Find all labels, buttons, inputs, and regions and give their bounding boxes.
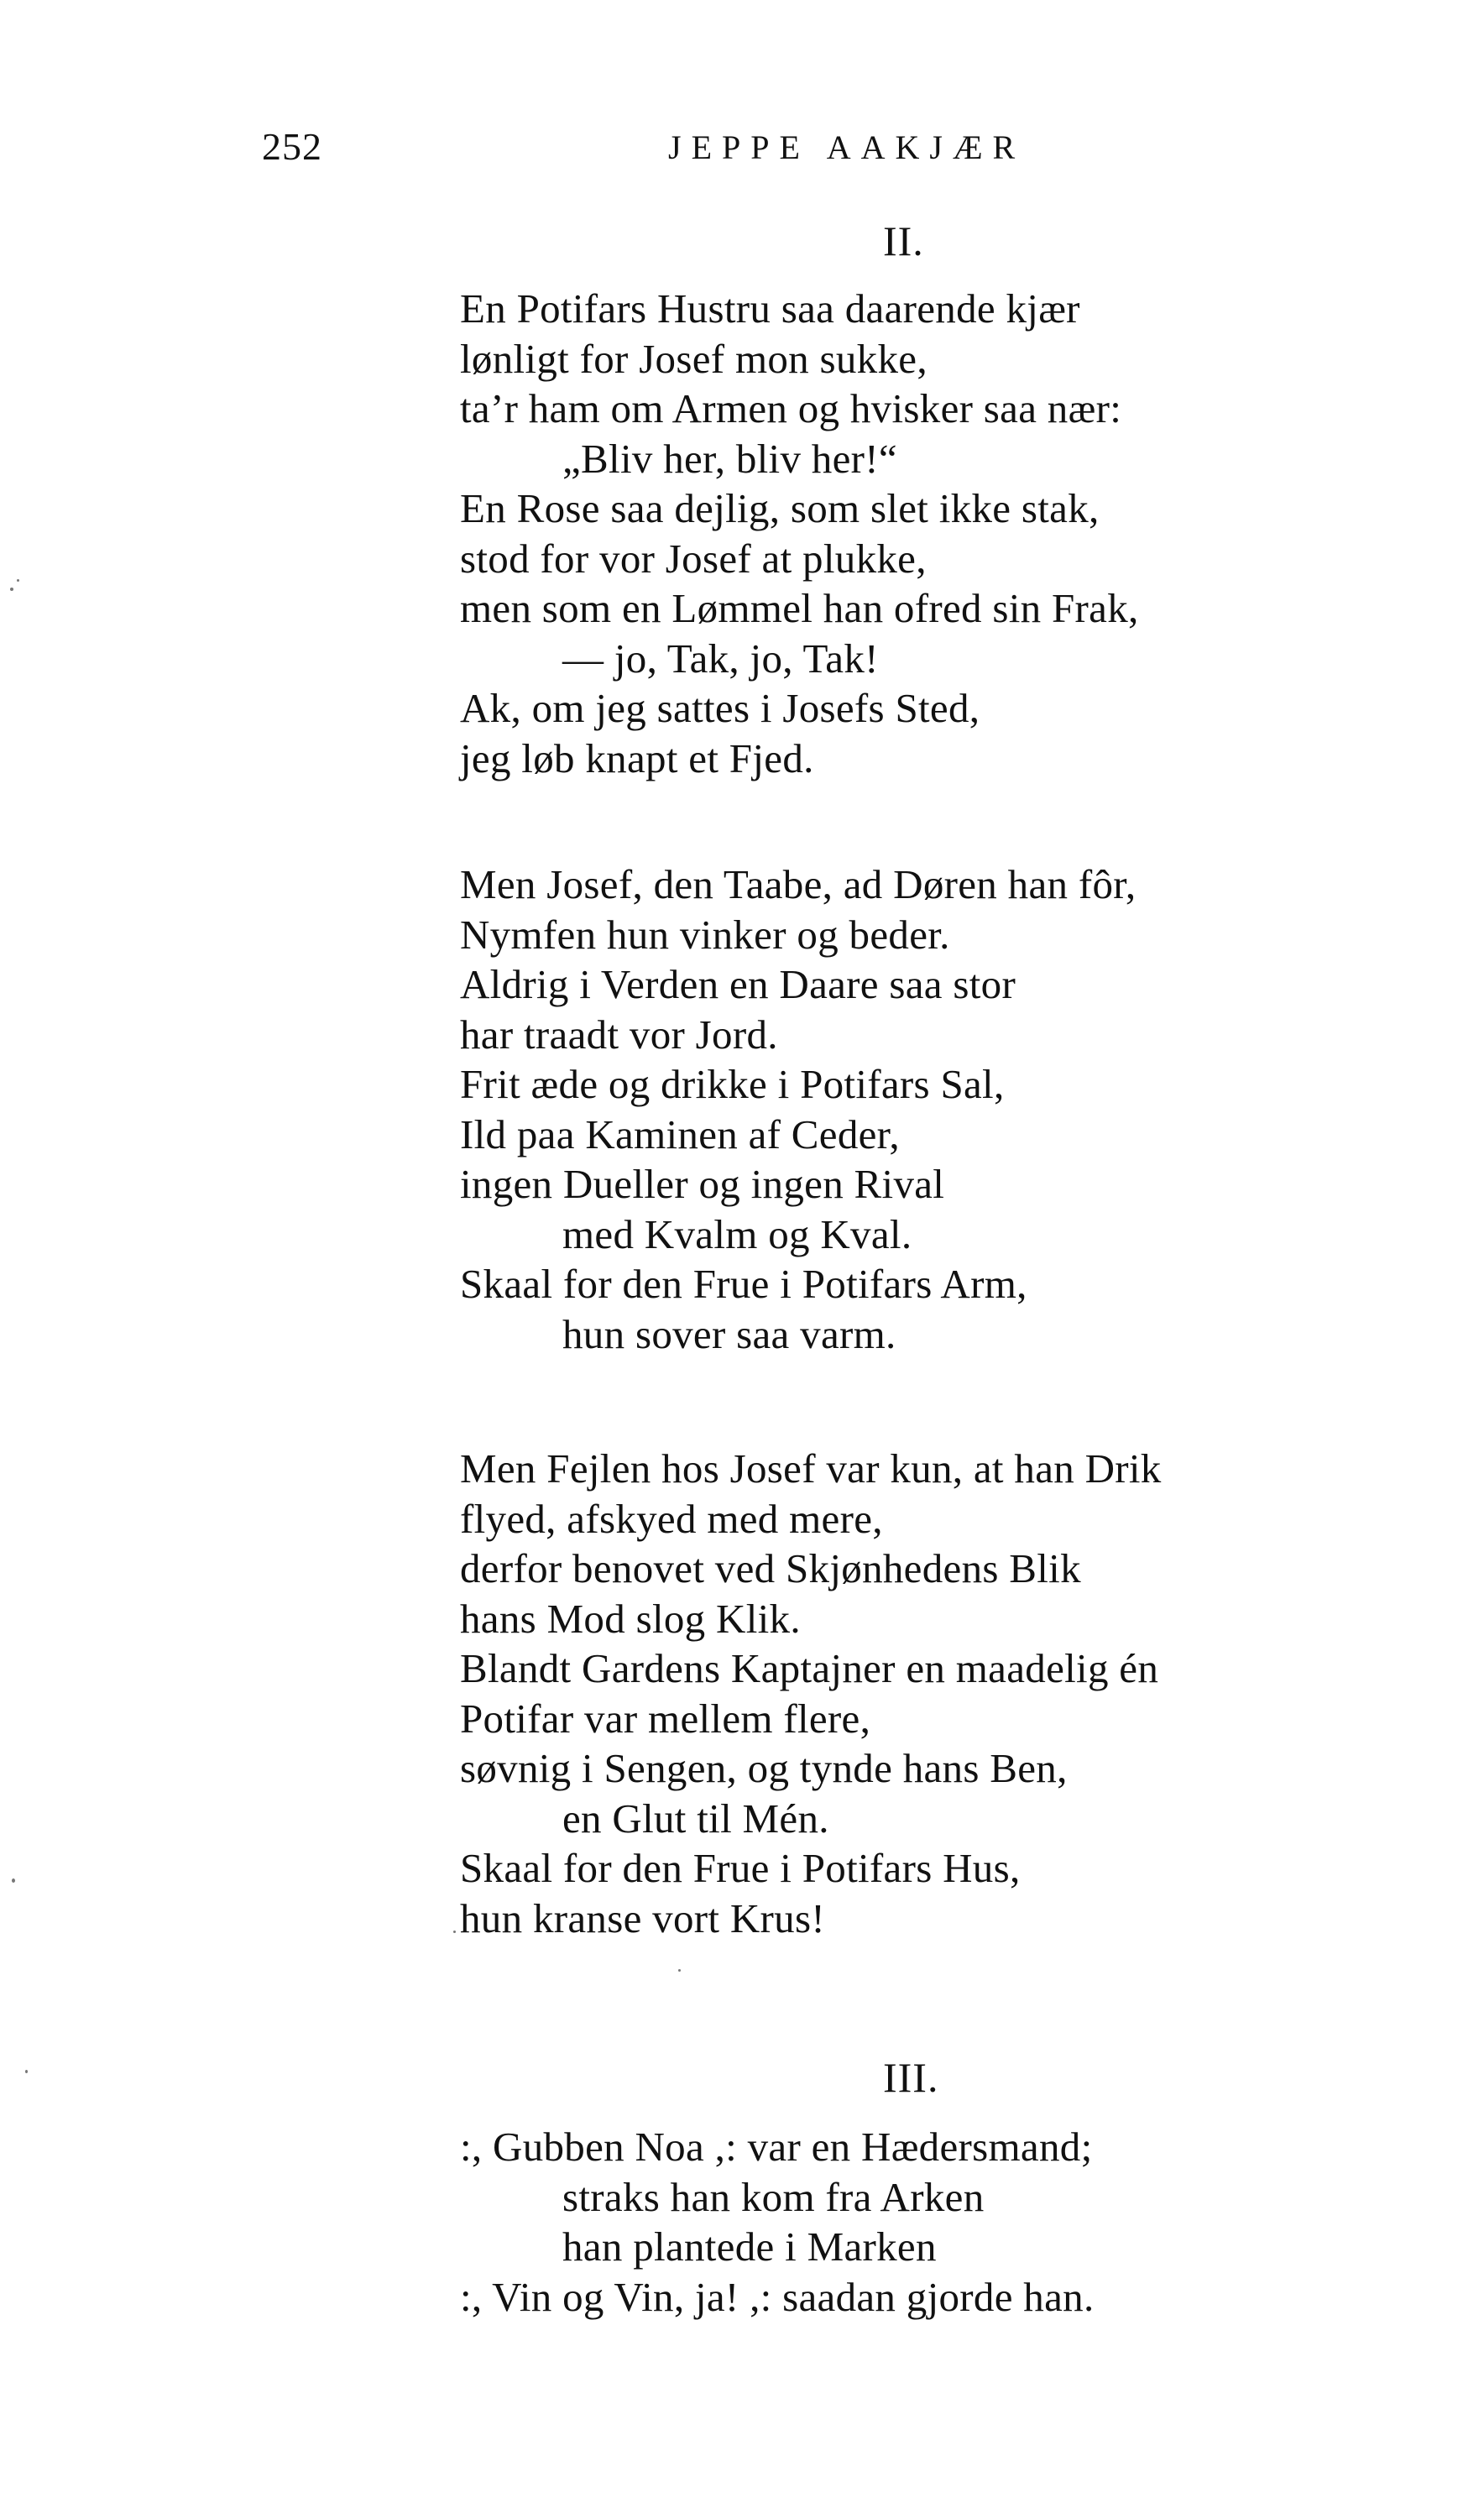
verse-line: Skaal for den Frue i Potifars Hus,: [460, 1845, 1021, 1891]
page-number: 252: [262, 125, 322, 168]
verse-line: stod for vor Josef at plukke,: [460, 535, 927, 582]
section-heading-iii: III.: [883, 2054, 939, 2101]
verse-line: derfor benovet ved Skjønhedens Blik: [460, 1545, 1081, 1591]
verse-line: en Glut til Mén.: [562, 1795, 829, 1842]
verse-line: :, Vin og Vin, ja! ,: saadan gjorde han.: [460, 2273, 1095, 2320]
verse-line: „Bliv her, bliv her!“: [562, 435, 897, 482]
verse-line: hun kranse vort Krus!: [460, 1894, 825, 1941]
verse-line: Frit æde og drikke i Potifars Sal,: [460, 1061, 1005, 1107]
verse-line: :, Gubben Noa ,: var en Hædersmand;: [460, 2124, 1093, 2170]
verse-line: hans Mod slog Klik.: [460, 1595, 801, 1642]
scan-speck: [678, 1969, 681, 1972]
verse-line: har traadt vor Jord.: [460, 1011, 778, 1058]
verse-line: En Rose saa dejlig, som slet ikke stak,: [460, 485, 1100, 531]
verse-line: Blandt Gardens Kaptajner en maadelig én: [460, 1645, 1159, 1691]
verse-line: Skaal for den Frue i Potifars Arm,: [460, 1261, 1027, 1307]
verse-line: straks han kom fra Arken: [562, 2173, 985, 2220]
verse-line: flyed, afskyed med mere,: [460, 1495, 883, 1542]
verse-line: Ak, om jeg sattes i Josefs Sted,: [460, 685, 980, 731]
scan-speck: [17, 579, 19, 582]
running-head: JEPPE AAKJÆR: [668, 128, 1026, 166]
verse-line: men som en Lømmel han ofred sin Frak,: [460, 585, 1139, 631]
stanza-3: [460, 1444, 1450, 1943]
verse-line: jeg løb knapt et Fjed.: [460, 734, 814, 781]
verse-line: Ild paa Kaminen af Ceder,: [460, 1110, 900, 1157]
stanza-2: [460, 860, 1450, 1359]
verse-line: Nymfen hun vinker og beder.: [460, 911, 950, 958]
verse-line: En Potifars Hustru saa daarende kjær: [460, 285, 1080, 332]
verse-line: ta’r ham om Armen og hvisker saa nær:: [460, 385, 1122, 431]
verse-line: — jo, Tak, jo, Tak!: [562, 635, 879, 682]
verse-line: hun sover saa varm.: [562, 1310, 896, 1357]
verse-line: med Kvalm og Kval.: [562, 1210, 912, 1257]
stanza-1: [460, 284, 1450, 783]
scan-speck: [10, 588, 13, 591]
verse-line: lønligt for Josef mon sukke,: [460, 335, 928, 382]
verse-line: han plantede i Marken: [562, 2223, 937, 2270]
scan-speck: [12, 1878, 15, 1883]
verse-line: søvnig i Sengen, og tynde hans Ben,: [460, 1745, 1068, 1791]
page-header: [0, 124, 1484, 175]
stanza-4: [460, 2122, 1450, 2322]
verse-line: Men Josef, den Taabe, ad Døren han fôr,: [460, 861, 1137, 907]
scan-speck: [453, 1931, 456, 1933]
scan-speck: [25, 2070, 28, 2073]
verse-line: Potifar var mellem flere,: [460, 1695, 871, 1742]
verse-line: ingen Dueller og ingen Rival: [460, 1161, 945, 1207]
verse-line: Men Fejlen hos Josef var kun, at han Drik: [460, 1445, 1162, 1492]
section-heading-ii: II.: [883, 217, 924, 264]
verse-line: Aldrig i Verden en Daare saa stor: [460, 961, 1016, 1007]
